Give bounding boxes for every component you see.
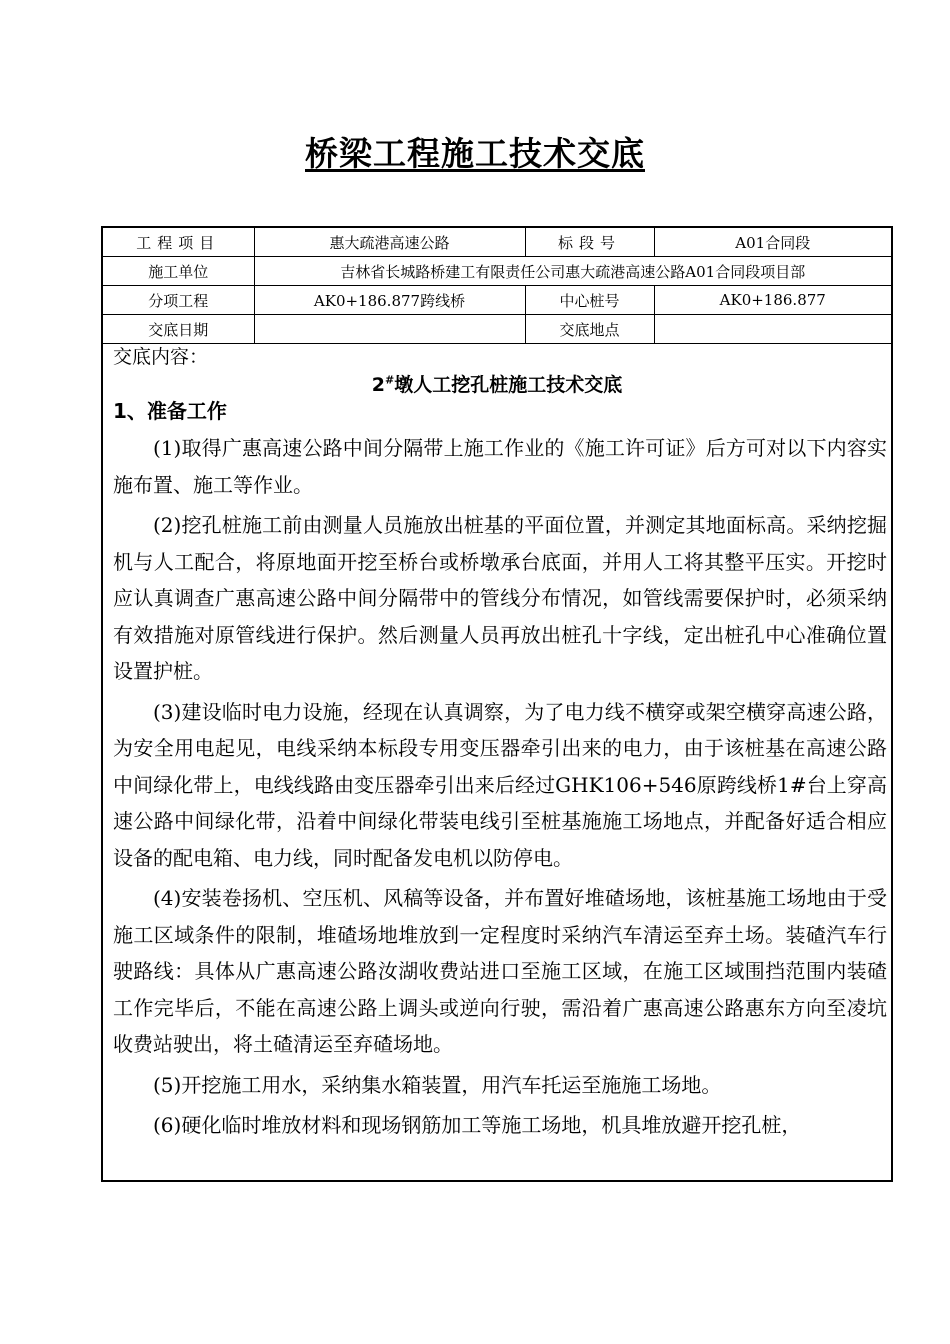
location-label: 交底地点 — [525, 315, 654, 344]
unit-label: 施工单位 — [103, 257, 254, 286]
table-row — [103, 286, 891, 315]
subtitle-superscript: # — [385, 373, 395, 387]
paragraph: (3)建设临时电力设施，经现在认真调察，为了电力线不横穿或架空横穿高速公路，为安全用电起见，电线采纳本标段专用变压器牵引出来的电力，由于该桩基在高速公路中间绿化带上，电线线路由变压器牵引出来后经过GHK106+546原跨线桥1#台上穿高速公路中间绿化带，沿着中间绿化带装电线引至桩基施施工场地点，并配备好适合相应设备的配电箱、电力线，同时配备发电机以防停电。 — [113, 699, 887, 870]
content-lead: 交底内容： — [113, 346, 209, 368]
project-value: 惠大疏港高速公路 — [254, 228, 525, 257]
date-value — [254, 315, 525, 344]
paragraph: (4)安装卷扬机、空压机、风稿等设备，并布置好堆碴场地，该桩基施工场地由于受施工区域条件的限制，堆碴场地堆放到一定程度时采纳汽车清运至弃土场。装碴汽车行驶路线：具体从广惠高速公路汝湖收费站进口至施工区域，在施工区域围挡范围内装碴工作完毕后，不能在高速公路上调头或逆向行驶，需沿着广惠高速公路惠东方向至凌坑收费站驶出，将土碴清运至弃碴场地。 — [113, 886, 887, 1056]
content-subtitle — [103, 370, 891, 397]
date-label: 交底日期 — [103, 315, 254, 344]
subtitle-text: 墩人工挖孔桩施工技术交底 — [394, 374, 623, 396]
center-stake-label: 中心桩号 — [525, 286, 654, 315]
table-row — [103, 315, 891, 344]
paragraph: (5)开挖施工用水，采纳集水箱装置，用汽车托运至施施工场地。 — [153, 1072, 722, 1097]
content-body — [113, 430, 887, 1148]
unit-value: 吉林省长城路桥建工有限责任公司惠大疏港高速公路A01合同段项目部 — [254, 257, 891, 286]
subtitle-number: 2 — [371, 374, 385, 396]
document-title: 桥梁工程施工技术交底 — [305, 134, 645, 173]
project-label: 工程项目 — [103, 228, 254, 257]
disclosure-form — [101, 226, 893, 1182]
paragraph: (6)硬化临时堆放材料和现场钢筋加工等施工场地，机具堆放避开挖孔桩， — [153, 1113, 802, 1137]
section-heading: 1、准备工作 — [113, 399, 227, 423]
location-value — [654, 315, 891, 344]
paragraph: (2)挖孔桩施工前由测量人员施放出桩基的平面位置，并测定其地面标高。采纳挖掘机与人工配合，将原地面开挖至桥台或桥墩承台底面，并用人工将其整平压实。开挖时应认真调查广惠高速公路中间分隔带中的管线分布情况，如管线需要保护时，必须采纳有效措施对原管线进行保护。然后测量人员再放出桩孔十字线，定出桩孔中心准确位置设置护桩。 — [113, 513, 887, 683]
section-no-label: 标段号 — [525, 228, 654, 257]
center-stake-value: AK0+186.877 — [654, 286, 891, 315]
subitem-value: AK0+186.877跨线桥 — [254, 286, 525, 315]
project-info-table — [103, 228, 891, 344]
table-row — [103, 257, 891, 286]
table-row — [103, 228, 891, 257]
section-no-value: A01合同段 — [654, 228, 891, 257]
paragraph: (1)取得广惠高速公路中间分隔带上施工作业的《施工许可证》后方可对以下内容实施布置、施工等作业。 — [113, 436, 887, 497]
subitem-label: 分项工程 — [103, 286, 254, 315]
